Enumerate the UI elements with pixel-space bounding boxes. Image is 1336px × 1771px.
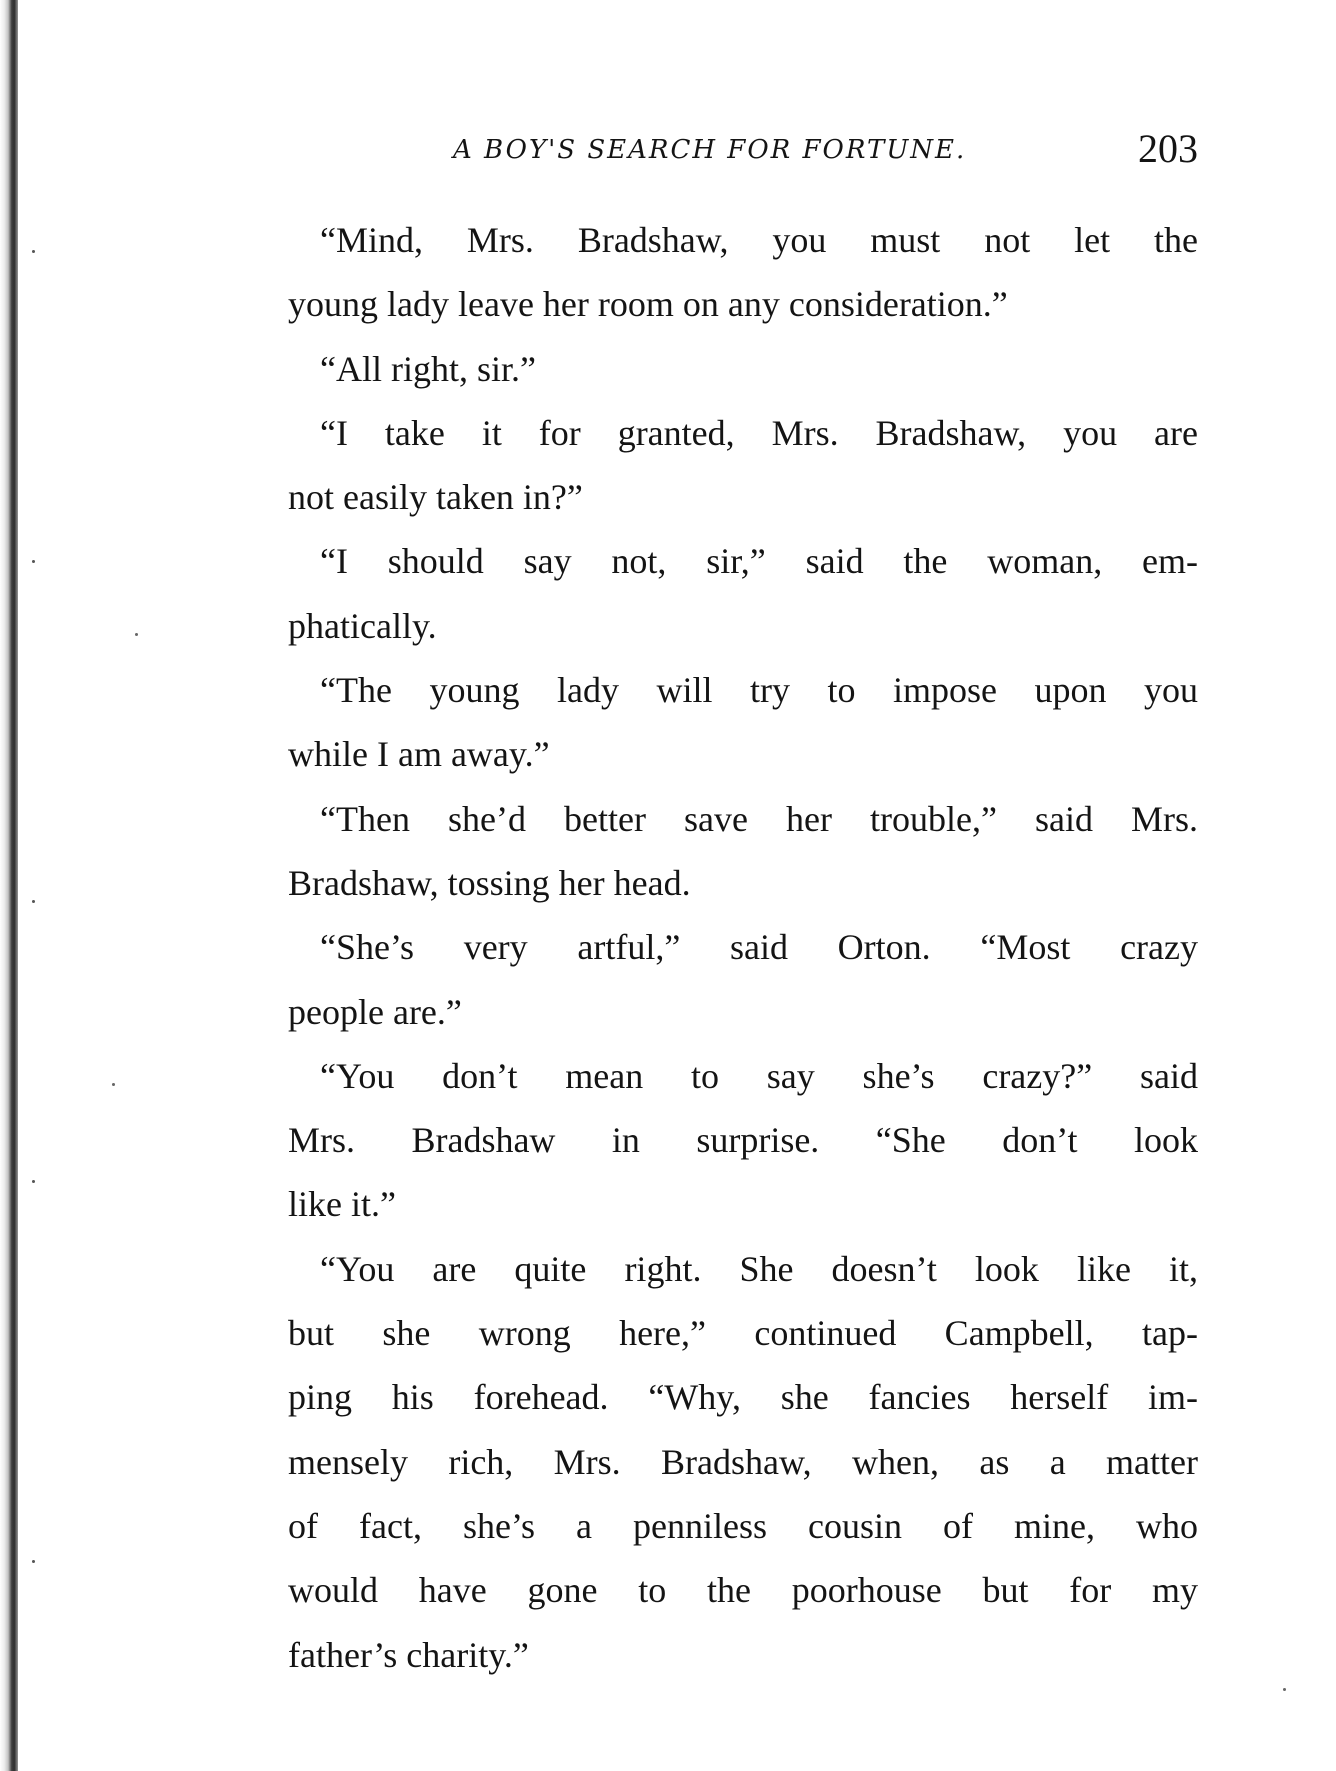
scan-speck	[32, 1180, 35, 1183]
text-line: while I am away.”	[288, 734, 550, 775]
text-line: young lady leave her room on any consideration.”	[288, 284, 1008, 325]
scan-speck	[32, 560, 35, 563]
scanned-binding-edge	[0, 0, 18, 1771]
text-line: “I take it for granted, Mrs. Bradshaw, you are	[320, 412, 1198, 453]
scan-speck	[32, 1560, 35, 1563]
text-line: “The young lady will try to impose upon you	[320, 670, 1198, 711]
text-line: Mrs. Bradshaw in surprise. “She don’t look	[288, 1120, 1198, 1161]
text-line: “You are quite right. She doesn’t look like it,	[320, 1248, 1198, 1289]
text-line: father’s charity.”	[288, 1634, 529, 1675]
text-line: “I should say not, sir,” said the woman, em-	[320, 541, 1198, 582]
text-line: would have gone to the poorhouse but for my	[288, 1570, 1198, 1611]
text-line: “Mind, Mrs. Bradshaw, you must not let the	[320, 220, 1198, 260]
text-line: like it.”	[288, 1184, 396, 1225]
text-line: ping his forehead. “Why, she fancies herself im-	[288, 1377, 1198, 1418]
text-line: mensely rich, Mrs. Bradshaw, when, as a matter	[288, 1441, 1198, 1482]
running-head	[288, 125, 1198, 175]
text-line: phatically.	[288, 605, 437, 646]
text-line: “You don’t mean to say she’s crazy?” said	[320, 1055, 1198, 1096]
scan-speck	[1283, 1688, 1286, 1691]
text-line: “All right, sir.”	[320, 348, 536, 389]
scan-speck	[112, 1083, 115, 1086]
text-line: but she wrong here,” continued Campbell, tap-	[288, 1313, 1198, 1354]
text-line: not easily taken in?”	[288, 477, 583, 518]
text-line: Bradshaw, tossing her head.	[288, 862, 691, 903]
body-text	[288, 208, 1198, 1687]
text-line: “Then she’d better save her trouble,” said Mrs.	[320, 798, 1198, 839]
running-title: A BOY'S SEARCH FOR FORTUNE.	[453, 135, 967, 165]
text-line: people are.”	[288, 991, 462, 1032]
page-number: 203	[1138, 126, 1198, 171]
text-line: of fact, she’s a penniless cousin of mine, who	[288, 1505, 1198, 1546]
scan-speck	[135, 633, 138, 636]
text-line: “She’s very artful,” said Orton. “Most crazy	[320, 927, 1198, 968]
scan-speck	[32, 900, 35, 903]
scan-speck	[32, 250, 35, 253]
